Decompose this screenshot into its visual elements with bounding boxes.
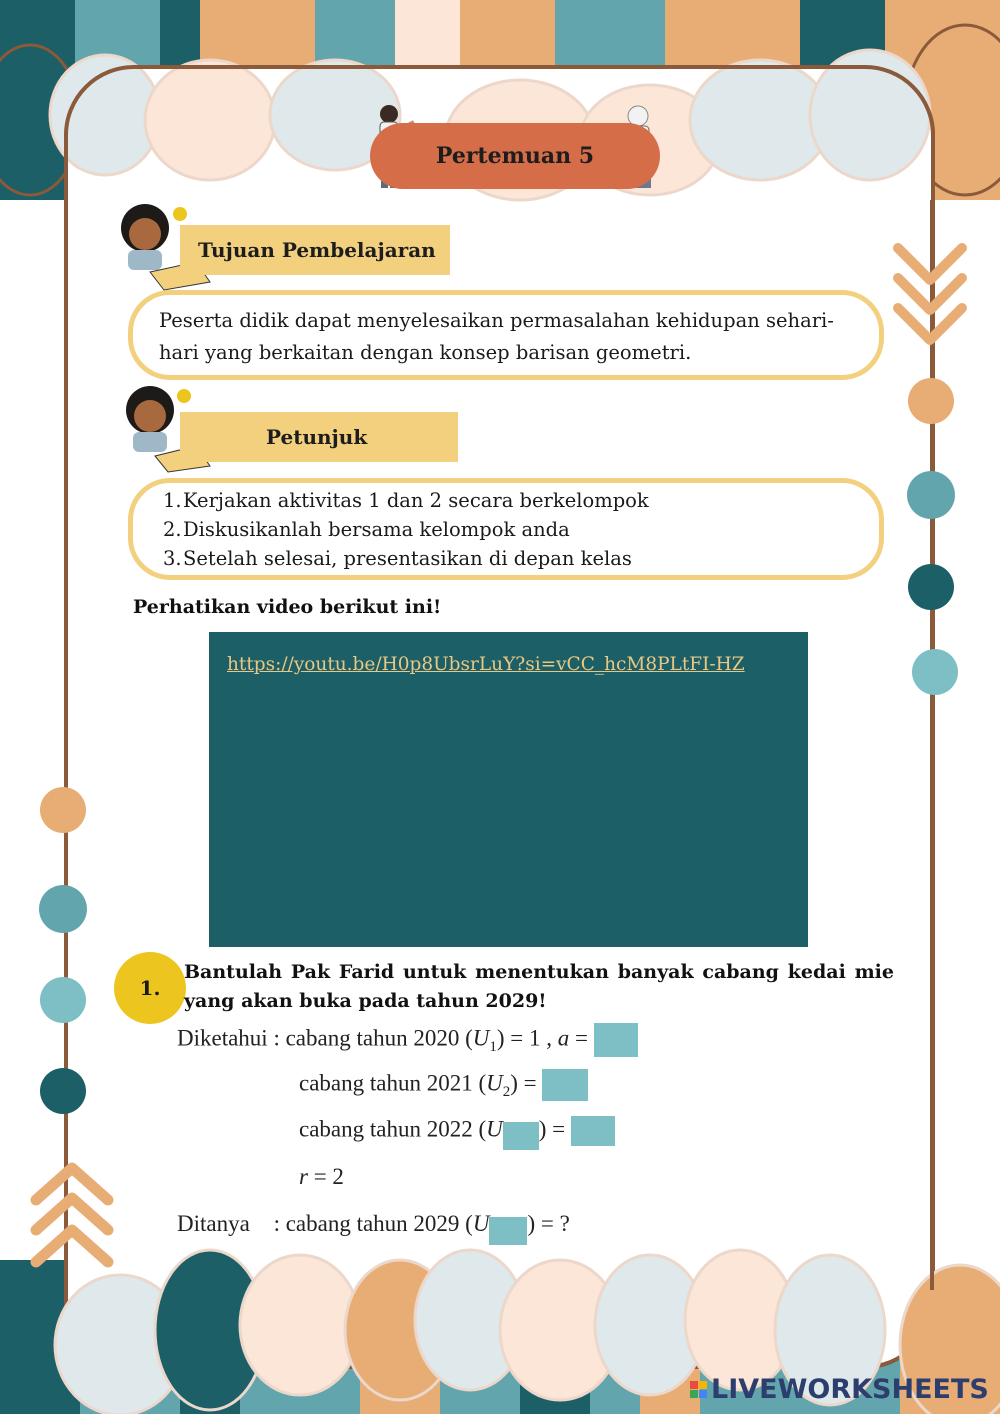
known-line-1 [177, 1023, 638, 1057]
math-subscript: 2 [502, 1083, 511, 1100]
asked-line [177, 1211, 570, 1245]
math-subscript: 1 [489, 1038, 497, 1055]
question-number-badge: 1. [114, 952, 186, 1024]
liveworksheets-logo [690, 1374, 989, 1405]
known-text: ) = [510, 1070, 537, 1096]
video-heading: Perhatikan video berikut ini! [133, 596, 442, 618]
answer-blank-index-2029[interactable] [489, 1217, 527, 1245]
known-text: cabang tahun 2021 ( [299, 1070, 487, 1096]
instruction-number: 1. [163, 489, 182, 512]
instruction-item [163, 515, 859, 544]
video-link[interactable]: https://youtu.be/H0p8UbsrLuY?si=vCC_hcM8PLtFI-HZ [227, 654, 745, 675]
instructions-box [128, 478, 884, 580]
known-line-2 [299, 1069, 588, 1101]
learning-goals-line: Peserta didik dapat menyelesaikan permasalahan kehidupan sehari- [159, 309, 834, 332]
page-title: Pertemuan 5 [370, 123, 660, 189]
instruction-item [163, 544, 859, 573]
instruction-text: Setelah selesai, presentasikan di depan kelas [183, 547, 632, 570]
instruction-text: Kerjakan aktivitas 1 dan 2 secara berkelompok [183, 489, 649, 512]
learning-goals-box [128, 290, 884, 380]
known-label: Diketahui : [177, 1025, 280, 1051]
known-line-4 [299, 1164, 344, 1190]
learning-goals-line: hari yang berkaitan dengan konsep barisan geometri. [159, 341, 692, 364]
answer-blank-a[interactable] [594, 1023, 638, 1057]
known-text: = 2 [307, 1164, 344, 1189]
known-text: cabang tahun 2020 ( [285, 1025, 473, 1051]
known-text: ) = [538, 1116, 566, 1142]
known-text: cabang tahun 2022 ( [299, 1116, 487, 1142]
math-variable: a [557, 1025, 570, 1051]
instruction-item [163, 486, 859, 515]
math-variable: U [472, 1211, 490, 1236]
math-variable: r [299, 1164, 308, 1189]
learning-goals-heading: Tujuan Pembelajaran [180, 225, 450, 275]
math-variable: U [486, 1116, 503, 1142]
logo-icon [690, 1381, 707, 1398]
instructions-heading: Petunjuk [180, 412, 458, 462]
asked-text: ) = ? [527, 1211, 570, 1236]
instruction-text: Diskusikanlah bersama kelompok anda [183, 518, 570, 541]
known-text: ) = 1 , [496, 1025, 558, 1051]
asked-colon: : [273, 1211, 280, 1236]
answer-blank-u3[interactable] [571, 1116, 615, 1146]
answer-blank-index-2022[interactable] [503, 1122, 539, 1150]
asked-text: cabang tahun 2029 ( [285, 1211, 473, 1236]
answer-blank-u2[interactable] [542, 1069, 588, 1101]
known-text: = [569, 1025, 588, 1051]
instruction-number: 3. [163, 547, 182, 570]
math-variable: U [486, 1070, 503, 1096]
asked-label: Ditanya [177, 1211, 250, 1236]
question-text: Bantulah Pak Farid untuk menentukan banyak cabang kedai mie yang akan buka pada tahun 2029! [184, 961, 894, 1012]
known-line-3 [299, 1116, 615, 1150]
video-panel[interactable] [209, 632, 808, 947]
instruction-number: 2. [163, 518, 182, 541]
math-variable: U [472, 1025, 490, 1051]
logo-text: LIVEWORKSHEETS [711, 1374, 989, 1405]
